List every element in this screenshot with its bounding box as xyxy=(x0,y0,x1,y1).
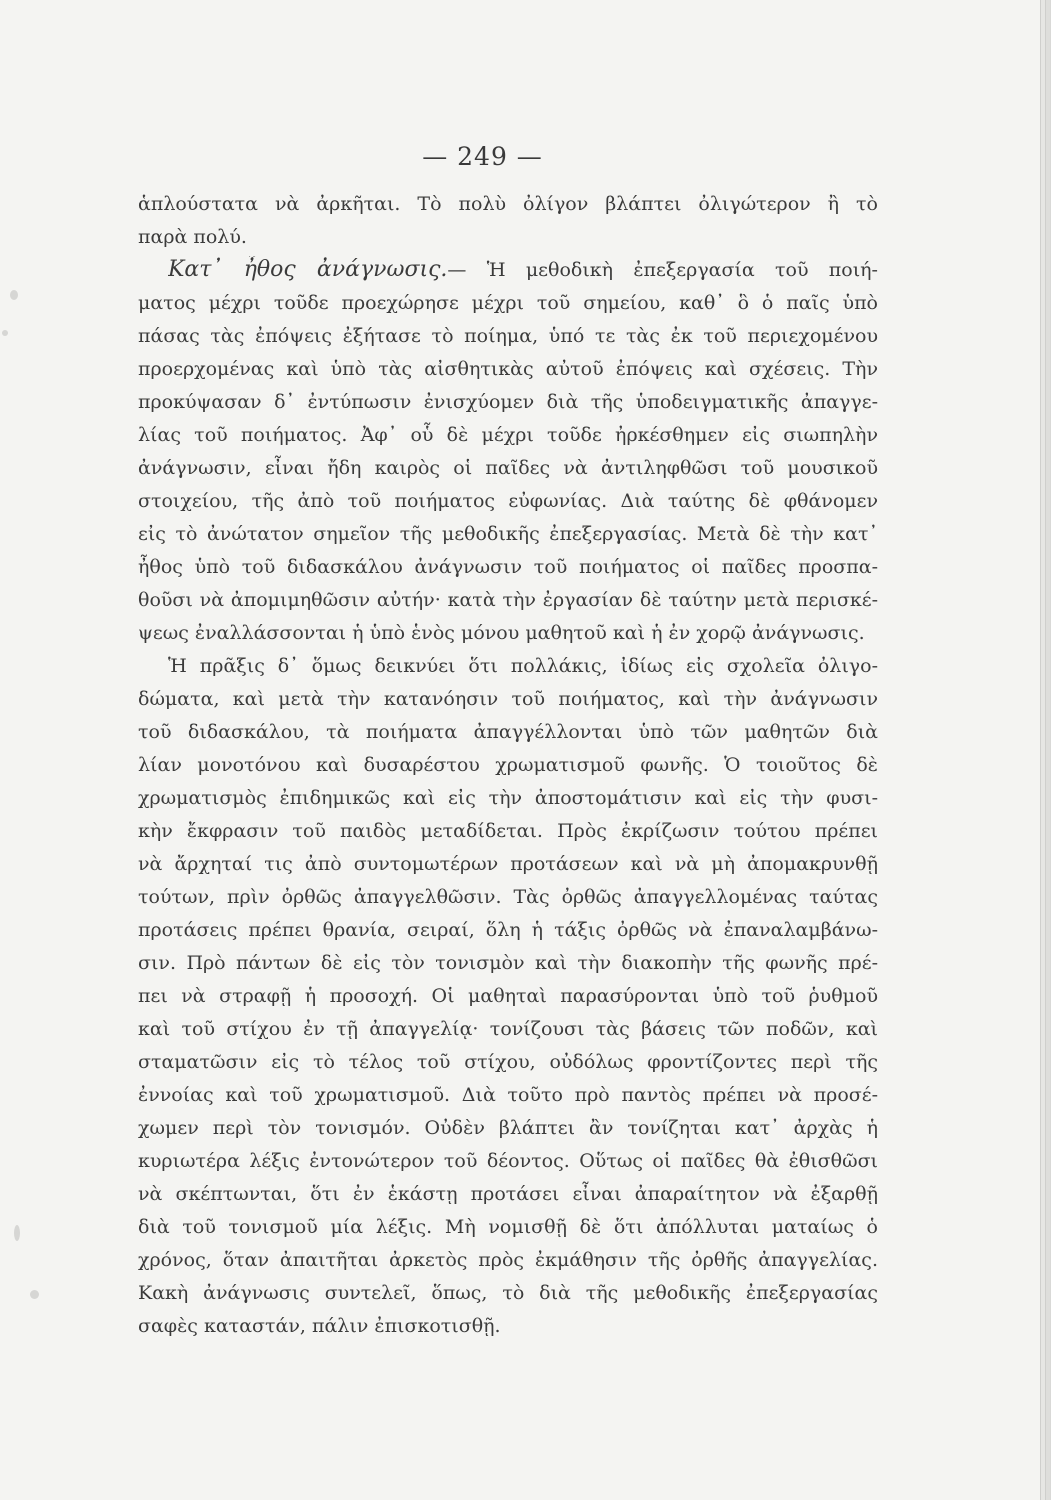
page-edge xyxy=(1045,0,1050,1500)
paper-blemish xyxy=(2,330,8,336)
text-line: στοιχείου, τῆς ἀπὸ τοῦ ποιήματος εὐφωνίας. Διὰ ταύτης δὲ φθάνομεν xyxy=(138,490,878,512)
paper-blemish xyxy=(14,1225,20,1241)
text-line: ἁπλούστατα νὰ ἀρκῆται. Τὸ πολὺ ὀλίγον βλάπτει ὀλιγώτερον ἢ τὸ xyxy=(138,193,878,215)
text-line: παρὰ πολύ. xyxy=(138,226,247,248)
text-line: λίαν μονοτόνου καὶ δυσαρέστου χρωματισμοῦ φωνῆς. Ὁ τοιοῦτος δὲ xyxy=(138,754,878,776)
text-line: πει νὰ στραφῇ ἡ προσοχή. Οἱ μαθηταὶ παρασύρονται ὑπὸ τοῦ ῥυθμοῦ xyxy=(138,985,878,1007)
text-line: σαφὲς καταστάν, πάλιν ἐπισκοτισθῇ. xyxy=(138,1315,501,1337)
text-line: χρωματισμὸς ἐπιδημικῶς καὶ εἰς τὴν ἀποστομάτισιν καὶ εἰς τὴν φυσι- xyxy=(138,787,878,809)
text-line: τοῦ διδασκάλου, τὰ ποιήματα ἀπαγγέλλονται ὑπὸ τῶν μαθητῶν διὰ xyxy=(138,721,878,743)
text-line: ἀνάγνωσιν, εἶναι ἤδη καιρὸς οἱ παῖδες νὰ ἀντιληφθῶσι τοῦ μουσικοῦ xyxy=(138,457,878,479)
text-line: διὰ τοῦ τονισμοῦ μία λέξις. Μὴ νομισθῇ δὲ ὅτι ἀπόλλυται ματαίως ὁ xyxy=(138,1216,878,1238)
section-heading: Κατ᾽ ἦθος ἀνάγνωσις. xyxy=(168,257,448,282)
heading-dash: — Ἡ xyxy=(447,259,506,281)
text-line: ἦθος ὑπὸ τοῦ διδασκάλου ἀνάγνωσιν τοῦ ποιήματος οἱ παῖδες προσπα- xyxy=(138,556,878,578)
text-line: κυριωτέρα λέξις ἐντονώτερον τοῦ δέοντος. Οὕτως οἱ παῖδες θὰ ἐθισθῶσι xyxy=(138,1150,878,1172)
text-line: νὰ σκέπτωνται, ὅτι ἐν ἑκάστῃ προτάσει εἶναι ἀπαραίτητον νὰ ἐξαρθῇ xyxy=(138,1183,878,1205)
text-line: χωμεν περὶ τὸν τονισμόν. Οὐδὲν βλάπτει ἂν τονίζηται κατ᾽ ἀρχὰς ἡ xyxy=(138,1117,878,1139)
text-line: Κακὴ ἀνάγνωσις συντελεῖ, ὅπως, τὸ διὰ τῆς μεθοδικῆς ἐπεξεργασίας xyxy=(138,1282,878,1304)
text-line: ματος μέχρι τοῦδε προεχώρησε μέχρι τοῦ σημείου, καθ᾽ ὃ ὁ παῖς ὑπὸ xyxy=(138,292,878,314)
text-line: εἰς τὸ ἀνώτατον σημεῖον τῆς μεθοδικῆς ἐπεξεργασίας. Μετὰ δὲ τὴν κατ᾽ xyxy=(138,523,878,545)
text-line: σιν. Πρὸ πάντων δὲ εἰς τὸν τονισμὸν καὶ τὴν διακοπὴν τῆς φωνῆς πρέ- xyxy=(138,952,878,974)
text-line: ψεως ἐναλλάσσονται ἡ ὑπὸ ἑνὸς μόνου μαθητοῦ καὶ ἡ ἐν χορῷ ἀνάγνωσις. xyxy=(138,622,865,644)
text-line: προκύψασαν δ᾽ ἐντύπωσιν ἐνισχύομεν διὰ τῆς ὑποδειγματικῆς ἀπαγγε- xyxy=(138,391,878,413)
text-line: κὴν ἔκφρασιν τοῦ παιδὸς μεταδίδεται. Πρὸς ἐκρίζωσιν τούτου πρέπει xyxy=(138,820,878,842)
text-line: πάσας τὰς ἐπόψεις ἐξήτασε τὸ ποίημα, ὑπό τε τὰς ἐκ τοῦ περιεχομένου xyxy=(138,325,878,347)
text-line: προερχομένας καὶ ὑπὸ τὰς αἰσθητικὰς αὐτοῦ ἐπόψεις καὶ σχέσεις. Τὴν xyxy=(138,358,878,380)
text-line: χρόνος, ὅταν ἀπαιτῆται ἀρκετὸς πρὸς ἐκμάθησιν τῆς ὀρθῆς ἀπαγγελίας. xyxy=(138,1249,878,1271)
text-line: δώματα, καὶ μετὰ τὴν κατανόησιν τοῦ ποιήματος, καὶ τὴν ἀνάγνωσιν xyxy=(138,688,878,710)
text-line: λίας τοῦ ποιήματος. Ἀφ᾽ οὗ δὲ μέχρι τοῦδε ἠρκέσθημεν εἰς σιωπηλὴν xyxy=(138,424,878,446)
text-line: προτάσεις πρέπει θρανία, σειραί, ὅλη ἡ τάξις ὀρθῶς νὰ ἐπαναλαμβάνω- xyxy=(138,919,878,941)
text-span: μεθοδικὴ ἐπεξεργασία τοῦ ποιή- xyxy=(525,259,878,281)
text-line: σταματῶσιν εἰς τὸ τέλος τοῦ στίχου, οὐδόλως φροντίζοντες περὶ τῆς xyxy=(138,1051,878,1073)
paper-blemish xyxy=(10,290,18,300)
heading-line xyxy=(168,256,878,284)
text-line: τούτων, πρὶν ὀρθῶς ἀπαγγελθῶσιν. Τὰς ὀρθῶς ἀπαγγελλομένας ταύτας xyxy=(138,886,878,908)
text-line: ἐννοίας καὶ τοῦ χρωματισμοῦ. Διὰ τοῦτο πρὸ παντὸς πρέπει νὰ προσέ- xyxy=(138,1084,878,1106)
page-number: — 249 — xyxy=(422,142,543,171)
paper-blemish xyxy=(30,1290,39,1299)
text-line: Ἡ πρᾶξις δ᾽ ὅμως δεικνύει ὅτι πολλάκις, ἰδίως εἰς σχολεῖα ὀλιγο- xyxy=(168,655,878,677)
text-line: νὰ ἄρχηταί τις ἀπὸ συντομωτέρων προτάσεων καὶ νὰ μὴ ἀπομακρυνθῇ xyxy=(138,853,878,875)
text-line: θοῦσι νὰ ἀπομιμηθῶσιν αὐτήν· κατὰ τὴν ἐργασίαν δὲ ταύτην μετὰ περισκέ- xyxy=(138,589,878,611)
text-line: καὶ τοῦ στίχου ἐν τῇ ἀπαγγελίᾳ· τονίζουσι τὰς βάσεις τῶν ποδῶν, καὶ xyxy=(138,1018,878,1040)
